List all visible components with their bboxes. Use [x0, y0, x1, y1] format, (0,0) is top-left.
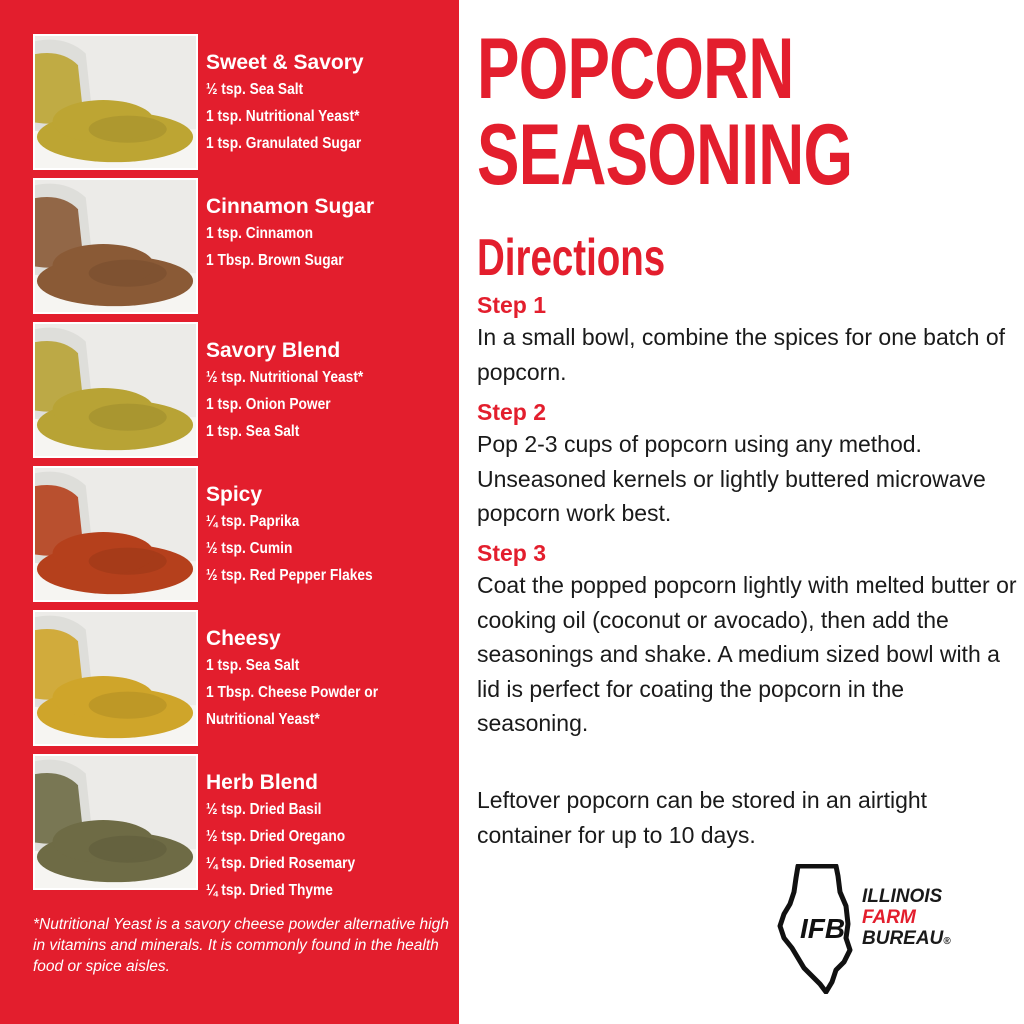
recipe-text: [206, 770, 456, 904]
nutritional-yeast-footnote: *Nutritional Yeast is a savory cheese powder alternative high in vitamins and minerals. It is commonly found in the health food or spice aisles.: [33, 916, 449, 975]
logo-word-bureau: BUREAU: [862, 928, 944, 949]
directions-heading: Directions: [477, 229, 666, 287]
title-line-2: SEASONING: [477, 107, 853, 203]
ingredient-item: 1 tsp. Granulated Sugar: [206, 135, 362, 152]
ingredient-item: ½ tsp. Sea Salt: [206, 81, 304, 98]
logo-word-farm: FARM: [862, 907, 916, 928]
ingredient-item: 1 tsp. Sea Salt: [206, 657, 300, 674]
ingredient-item: ¼ tsp. Dried Thyme: [206, 882, 333, 899]
title-line-1: POPCORN: [477, 21, 794, 117]
ingredient-item: 1 tsp. Onion Power: [206, 396, 331, 413]
recipe-name: Spicy: [206, 483, 263, 506]
page-title: [477, 21, 853, 203]
step-label: Step 1: [477, 292, 547, 318]
recipe-text: [206, 338, 456, 445]
savory-blend-jar-photo: [33, 322, 198, 458]
ingredient-item: ½ tsp. Cumin: [206, 540, 293, 557]
recipe-name: Sweet & Savory: [206, 51, 364, 74]
ingredient-item: 1 Tbsp. Cheese Powder or: [206, 684, 379, 701]
ifb-mark-text: IFB: [800, 913, 846, 944]
step-label: Step 2: [477, 399, 547, 425]
step-text: In a small bowl, combine the spices for one batch of popcorn.: [477, 324, 1006, 385]
ingredient-item: ½ tsp. Dried Basil: [206, 801, 322, 818]
step-3: [477, 538, 1017, 741]
ingredient-item: 1 tsp. Nutritional Yeast*: [206, 108, 360, 125]
ingredient-item: 1 tsp. Sea Salt: [206, 423, 300, 440]
illinois-farm-bureau-logo: [776, 864, 966, 994]
step-text: Pop 2-3 cups of popcorn using any method. Unseasoned kernels or lightly buttered microwave popcorn work best.: [477, 431, 986, 526]
cinnamon-sugar-jar-photo: [33, 178, 198, 314]
recipe-name: Cinnamon Sugar: [206, 195, 375, 218]
ingredient-item: Nutritional Yeast*: [206, 711, 320, 728]
ingredient-item: 1 tsp. Cinnamon: [206, 225, 314, 242]
leftover-note: Leftover popcorn can be stored in an airtight container for up to 10 days.: [477, 787, 928, 848]
logo-word-bureau-line: [862, 928, 951, 952]
yellow-seasoning-jar-photo: [33, 34, 198, 170]
recipe-name: Savory Blend: [206, 339, 341, 362]
step-2: [477, 397, 1017, 531]
illinois-state-outline-icon: [776, 864, 866, 994]
registered-mark: ®: [943, 936, 951, 947]
spicy-seasoning-jar-photo: [33, 466, 198, 602]
ingredient-item: ½ tsp. Red Pepper Flakes: [206, 567, 373, 584]
step-1: [477, 290, 1017, 389]
recipe-text: [206, 50, 456, 157]
ingredient-item: ½ tsp. Nutritional Yeast*: [206, 369, 364, 386]
recipe-text: [206, 482, 456, 589]
cheesy-seasoning-jar-photo: [33, 610, 198, 746]
step-text: Coat the popped popcorn lightly with melted butter or cooking oil (coconut or avocado), then add the seasonings and shake. A medium sized bowl with a lid is perfect for coating the popcorn in the seasoning.: [477, 572, 1017, 736]
ingredient-item: ½ tsp. Dried Oregano: [206, 828, 346, 845]
recipe-name: Herb Blend: [206, 771, 319, 794]
herb-blend-jar-photo: [33, 754, 198, 890]
ingredient-item: ¼ tsp. Paprika: [206, 513, 300, 530]
recipe-name: Cheesy: [206, 627, 281, 650]
logo-word-illinois: ILLINOIS: [862, 886, 943, 907]
recipe-text: [206, 194, 456, 274]
logo-wordmark: [862, 886, 951, 952]
ingredient-item: ¼ tsp. Dried Rosemary: [206, 855, 356, 872]
recipe-text: [206, 626, 456, 733]
ingredient-item: 1 Tbsp. Brown Sugar: [206, 252, 344, 269]
step-label: Step 3: [477, 540, 547, 566]
